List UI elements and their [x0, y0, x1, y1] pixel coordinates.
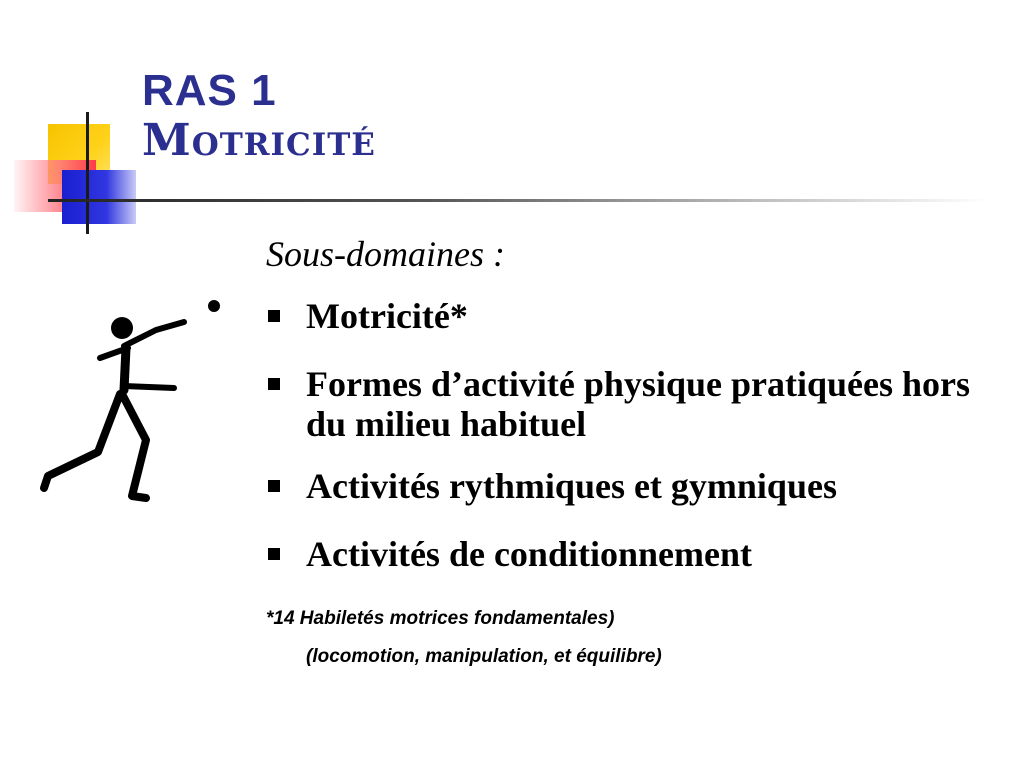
bullet-text: Formes d’activité physique pratiquées hors du milieu habituel	[306, 364, 970, 444]
square-bullet-icon	[268, 378, 280, 390]
square-bullet-icon	[268, 310, 280, 322]
bullet-item	[266, 466, 1006, 506]
throwing-person-icon	[28, 290, 228, 510]
decor-vertical-line	[86, 112, 89, 234]
square-bullet-icon	[268, 548, 280, 560]
footnote-line-1: *14 Habiletés motrices fondamentales)	[266, 608, 615, 629]
bullet-text: Activités de conditionnement	[306, 534, 752, 574]
title-line-2: Motricité	[142, 115, 376, 166]
footnote-line-2: (locomotion, manipulation, et équilibre)	[306, 646, 662, 667]
bullet-item	[266, 364, 1006, 444]
title-line-1: RAS 1	[142, 66, 277, 115]
subheading: Sous-domaines :	[266, 234, 505, 274]
square-bullet-icon	[268, 480, 280, 492]
decor-horizontal-line	[48, 199, 988, 202]
bullet-item	[266, 296, 1006, 336]
bullet-text: Activités rythmiques et gymniques	[306, 466, 837, 506]
slide-title	[142, 66, 376, 166]
decor-blue-square	[62, 170, 136, 224]
bullet-item	[266, 534, 1006, 574]
bullet-list	[266, 296, 1006, 602]
bullet-text: Motricité*	[306, 296, 468, 336]
